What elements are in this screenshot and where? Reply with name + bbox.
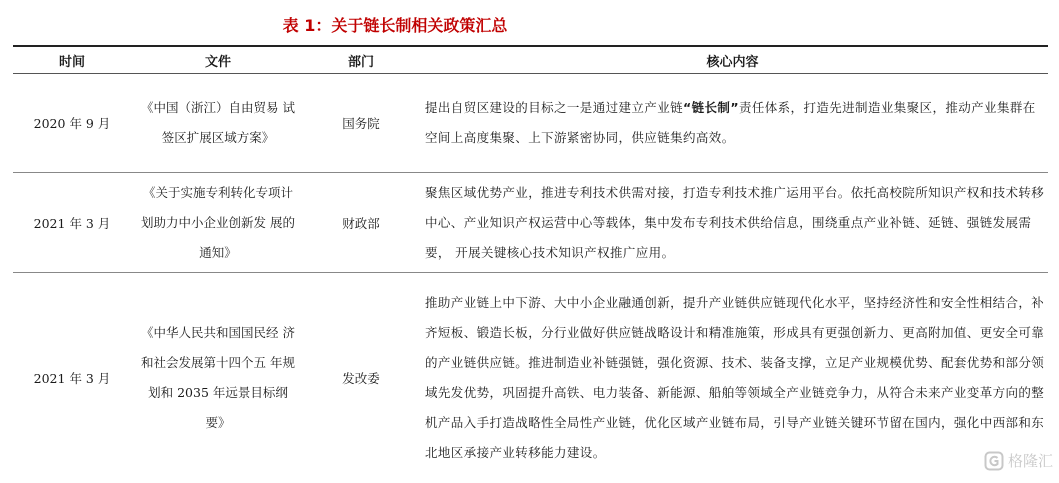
watermark	[984, 450, 1053, 471]
content-emphasis: “链长制”	[683, 100, 739, 115]
header-document: 文件	[131, 46, 305, 74]
policy-table	[13, 45, 1048, 483]
cell-document: 《中华人民共和国国民经 济和社会发展第十四个五 年规划和 2035 年远景目标纲要》	[131, 273, 305, 483]
content-text-pre: 提出自贸区建设的目标之一是通过建立产业链	[425, 100, 683, 115]
table-header-row	[13, 46, 1048, 74]
table-row	[13, 74, 1048, 173]
header-department: 部门	[305, 46, 417, 74]
content-text-post: 责任体系，打造先进制造业集聚区，推动产业集群在空间上高度集聚、上下游紧密协同，供应链集约高效。	[425, 100, 1036, 145]
cell-department: 发改委	[305, 273, 417, 483]
header-core-content: 核心内容	[417, 46, 1048, 74]
header-time: 时间	[13, 46, 131, 74]
cell-time: 2021 年 3 月	[13, 173, 131, 273]
cell-time: 2020 年 9 月	[13, 74, 131, 173]
table-title: 表 1：关于链长制相关政策汇总	[0, 13, 790, 36]
cell-document: 《关于实施专利转化专项计划助力中小企业创新发 展的通知》	[131, 173, 305, 273]
watermark-text: 格隆汇	[1008, 450, 1053, 471]
cell-time: 2021 年 3 月	[13, 273, 131, 483]
cell-core-content: 推助产业链上中下游、大中小企业融通创新，提升产业链供应链现代化水平，坚持经济性和安全性相结合，补齐短板、锻造长板，分行业做好供应链战略设计和精准施策，形成具有更强创新力、更高附加值、更安全可靠的产业链供应链。推进制造业补链强链，强化资源、技术、装备支撑，立足产业规模优势、配套优势和部分领域先发优势，巩固提升高铁、电力装备、新能源、船舶等领域全产业链竞争力，从符合未来产业变革方向的整机产品入手打造战略性全局性产业链，优化区域产业链布局，引导产业链关键环节留在国内，强化中西部和东北地区承接产业转移能力建设。	[417, 273, 1048, 483]
table-row	[13, 273, 1048, 483]
cell-department: 国务院	[305, 74, 417, 173]
cell-core-content	[417, 74, 1048, 173]
cell-core-content: 聚焦区域优势产业，推进专利技术供需对接，打造专利技术推广运用平台。依托高校院所知识产权和技术转移中心、产业知识产权运营中心等载体，集中发布专利技术供给信息，围绕重点产业补链、延链、强链发展需要， 开展关键核心技术知识产权推广应用。	[417, 173, 1048, 273]
cell-document: 《中国（浙江）自由贸易 试签区扩展区域方案》	[131, 74, 305, 173]
cell-department: 财政部	[305, 173, 417, 273]
gelonghui-logo-icon	[984, 451, 1004, 471]
table-row	[13, 173, 1048, 273]
